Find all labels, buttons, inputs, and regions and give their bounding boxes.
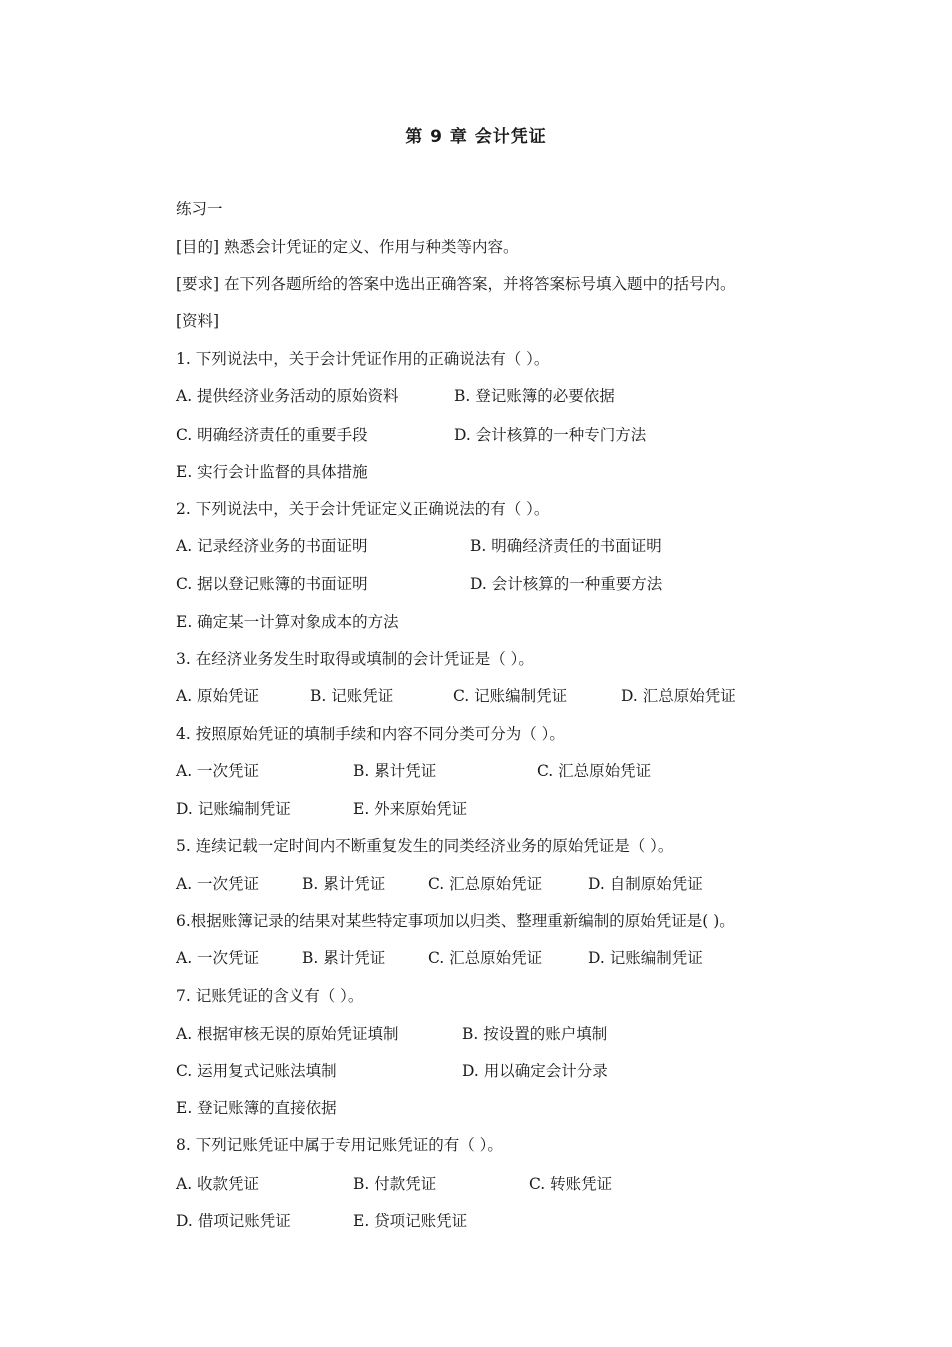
q3-option-b: B. 记账凭证 (310, 687, 394, 705)
question-5: 5. 连续记载一定时间内不断重复发生的同类经济业务的原始凭证是（ ）。 (176, 837, 674, 855)
question-7: 7. 记账凭证的含义有（ ）。 (176, 987, 364, 1005)
q2-option-c: C. 据以登记账簿的书面证明 (176, 575, 368, 593)
purpose-line: [目的] 熟悉会计凭证的定义、作用与种类等内容。 (176, 238, 519, 256)
q3-option-d: D. 汇总原始凭证 (621, 687, 736, 705)
requirement-line: [要求] 在下列各题所给的答案中选出正确答案，并将答案标号填入题中的括号内。 (176, 275, 736, 293)
q8-option-b: B. 付款凭证 (353, 1175, 437, 1193)
q4-option-a: A. 一次凭证 (176, 762, 260, 780)
question-8: 8. 下列记账凭证中属于专用记账凭证的有（ ）。 (176, 1136, 503, 1154)
q2-option-a: A. 记录经济业务的书面证明 (176, 537, 368, 555)
q5-option-b: B. 累计凭证 (302, 875, 386, 893)
question-2: 2. 下列说法中，关于会计凭证定义正确说法的有（ ）。 (176, 500, 550, 518)
q7-option-d: D. 用以确定会计分录 (462, 1062, 608, 1080)
q6-option-a: A. 一次凭证 (176, 949, 260, 967)
q1-option-e: E. 实行会计监督的具体措施 (176, 463, 368, 481)
q7-option-c: C. 运用复式记账法填制 (176, 1062, 337, 1080)
chapter-title: 第 9 章 会计凭证 (405, 127, 547, 147)
q6-option-c: C. 汇总原始凭证 (428, 949, 543, 967)
q6-option-b: B. 累计凭证 (302, 949, 386, 967)
q2-option-e: E. 确定某一计算对象成本的方法 (176, 613, 399, 631)
q8-option-e: E. 贷项记账凭证 (353, 1212, 468, 1230)
q4-option-b: B. 累计凭证 (353, 762, 437, 780)
question-1: 1. 下列说法中，关于会计凭证作用的正确说法有（ ）。 (176, 350, 550, 368)
q1-option-b: B. 登记账簿的必要依据 (454, 387, 615, 405)
material-label: [资料] (176, 312, 220, 330)
q1-option-c: C. 明确经济责任的重要手段 (176, 426, 368, 444)
q4-option-d: D. 记账编制凭证 (176, 800, 291, 818)
q4-option-e: E. 外来原始凭证 (353, 800, 468, 818)
q7-option-a: A. 根据审核无误的原始凭证填制 (176, 1025, 399, 1043)
q8-option-a: A. 收款凭证 (176, 1175, 260, 1193)
q8-option-c: C. 转账凭证 (529, 1175, 613, 1193)
q5-option-d: D. 自制原始凭证 (588, 875, 703, 893)
question-3: 3. 在经济业务发生时取得或填制的会计凭证是（ ）。 (176, 650, 534, 668)
q2-option-b: B. 明确经济责任的书面证明 (470, 537, 662, 555)
q1-option-a: A. 提供经济业务活动的原始资料 (176, 387, 399, 405)
q5-option-c: C. 汇总原始凭证 (428, 875, 543, 893)
question-4: 4. 按照原始凭证的填制手续和内容不同分类可分为（ ）。 (176, 725, 565, 743)
q2-option-d: D. 会计核算的一种重要方法 (470, 575, 663, 593)
q3-option-c: C. 记账编制凭证 (453, 687, 568, 705)
q7-option-b: B. 按设置的账户填制 (462, 1025, 608, 1043)
q1-option-d: D. 会计核算的一种专门方法 (454, 426, 647, 444)
exercise-heading: 练习一 (176, 200, 223, 218)
q4-option-c: C. 汇总原始凭证 (537, 762, 652, 780)
q8-option-d: D. 借项记账凭证 (176, 1212, 291, 1230)
q7-option-e: E. 登记账簿的直接依据 (176, 1099, 337, 1117)
q6-option-d: D. 记账编制凭证 (588, 949, 703, 967)
q5-option-a: A. 一次凭证 (176, 875, 260, 893)
q3-option-a: A. 原始凭证 (176, 687, 260, 705)
question-6: 6.根据账簿记录的结果对某些特定事项加以归类、整理重新编制的原始凭证是( )。 (176, 912, 735, 930)
